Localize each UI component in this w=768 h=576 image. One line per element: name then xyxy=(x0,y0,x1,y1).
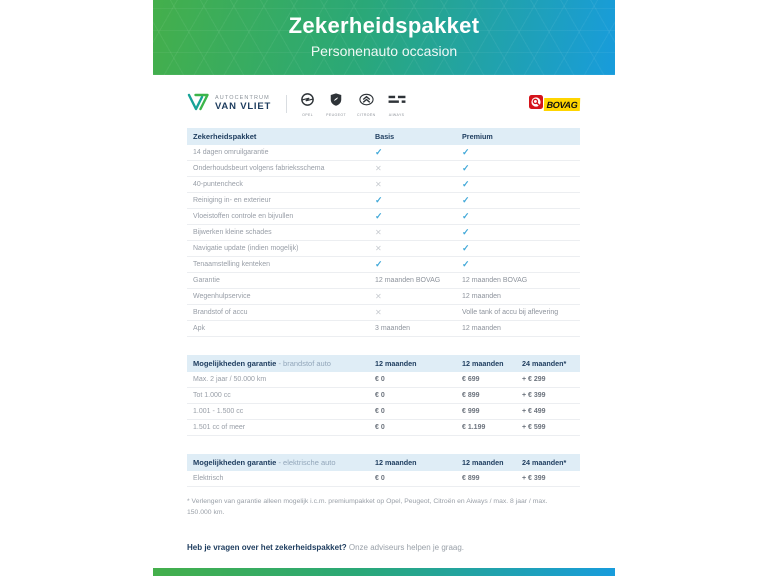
price-value: € 899 xyxy=(462,475,480,482)
price-value: € 0 xyxy=(375,392,385,399)
table-row xyxy=(187,257,580,273)
citroen-label: CITROËN xyxy=(357,112,376,117)
hero-banner xyxy=(153,0,615,75)
price-value: + € 299 xyxy=(522,376,546,383)
basis-value: ✕ xyxy=(375,244,382,253)
row-label: 14 dagen omruilgarantie xyxy=(193,149,269,156)
basis-value: 12 maanden BOVAG xyxy=(375,277,441,284)
table-row xyxy=(187,177,580,193)
premium-value: ✓ xyxy=(462,163,470,173)
premium-value: ✓ xyxy=(462,147,470,157)
fuel-warranty-table xyxy=(187,355,580,436)
fuel-header-col2: 12 maanden xyxy=(462,359,504,368)
row-label: Apk xyxy=(193,325,206,332)
price-value: + € 599 xyxy=(522,424,546,431)
dealer-name-bottom: VAN VLIET xyxy=(215,100,272,112)
logo-divider xyxy=(286,95,287,113)
fuel-header-title-bold: Mogelijkheden garantie xyxy=(193,359,277,368)
table-row xyxy=(187,372,580,388)
price-value: € 1.199 xyxy=(462,424,486,431)
table-row xyxy=(187,388,580,404)
basis-value: ✕ xyxy=(375,228,382,237)
table-row xyxy=(187,289,580,305)
basis-value: ✕ xyxy=(375,164,382,173)
dealer-name-top: AUTOCENTRUM xyxy=(215,95,270,102)
content-column xyxy=(187,88,580,552)
row-label: Navigatie update (indien mogelijk) xyxy=(193,245,299,252)
aiways-bars-icon xyxy=(387,92,407,112)
page-subtitle: Personenauto occasion xyxy=(310,43,458,59)
row-label: 1.001 - 1.500 cc xyxy=(193,408,244,415)
basis-value: ✓ xyxy=(375,147,383,157)
opel-logo xyxy=(300,92,315,117)
price-value: + € 399 xyxy=(522,392,546,399)
package-header-title: Zekerheidspakket xyxy=(193,132,257,141)
price-value: € 0 xyxy=(375,475,385,482)
row-label: Bijwerken kleine schades xyxy=(193,229,272,236)
dealer-name xyxy=(215,95,271,112)
table-row xyxy=(187,305,580,321)
premium-value: ✓ xyxy=(462,195,470,205)
premium-value: Volle tank of accu bij aflevering xyxy=(462,309,559,316)
table-row xyxy=(187,193,580,209)
row-label: Max. 2 jaar / 50.000 km xyxy=(193,376,267,383)
electric-header-col3: 24 maanden* xyxy=(522,458,567,467)
fuel-header-suffix: - brandstof auto xyxy=(276,359,331,368)
table-row xyxy=(187,161,580,177)
price-value: € 0 xyxy=(375,424,385,431)
dealer-logo xyxy=(187,92,271,117)
row-label: Elektrisch xyxy=(193,475,224,482)
bovag-emblem-icon xyxy=(529,95,543,114)
package-header-basis: Basis xyxy=(375,132,395,141)
closing-answer: Onze adviseurs helpen je graag. xyxy=(346,542,465,552)
electric-table-header xyxy=(187,454,580,471)
row-label: Tot 1.000 cc xyxy=(193,392,231,399)
basis-value: ✓ xyxy=(375,259,383,269)
row-label: Vloeistoffen controle en bijvullen xyxy=(193,213,294,220)
bovag-logo xyxy=(529,95,580,114)
page-title: Zekerheidspakket xyxy=(288,13,480,38)
row-label: Garantie xyxy=(193,277,220,284)
price-value: € 699 xyxy=(462,376,480,383)
closing-line xyxy=(187,543,580,552)
row-label: Onderhoudsbeurt volgens fabrieksschema xyxy=(193,165,325,172)
basis-value: ✕ xyxy=(375,292,382,301)
peugeot-label: PEUGEOT xyxy=(326,112,347,117)
row-label: Tenaamstelling kenteken xyxy=(193,261,271,268)
premium-value: ✓ xyxy=(462,243,470,253)
row-label: Brandstof of accu xyxy=(193,309,248,316)
citroen-chevrons-icon xyxy=(359,92,374,112)
fuel-header-title xyxy=(187,355,375,372)
table-row xyxy=(187,273,580,289)
dealer-v-mark-icon xyxy=(187,92,210,117)
logo-row xyxy=(187,88,580,120)
price-value: + € 499 xyxy=(522,408,546,415)
peugeot-logo xyxy=(326,92,346,117)
premium-value: ✓ xyxy=(462,227,470,237)
fuel-header-col3: 24 maanden* xyxy=(522,359,567,368)
table-row xyxy=(187,420,580,436)
aiways-logo xyxy=(387,92,407,117)
row-label: Reiniging in- en exterieur xyxy=(193,197,271,204)
footnote: * Verlengen van garantie alleen mogelijk i.c.m. premiumpakket op Opel, Peugeot, Citroën en Aiways / max. 8 jaar / max. 150.000 km. xyxy=(187,498,548,516)
electric-header-col1: 12 maanden xyxy=(375,458,417,467)
aiways-label: AIWAYS xyxy=(388,112,405,117)
electric-header-title xyxy=(187,454,375,471)
premium-value: 12 maanden xyxy=(462,325,501,332)
table-row xyxy=(187,209,580,225)
basis-value: ✓ xyxy=(375,211,383,221)
table-row xyxy=(187,471,580,487)
table-row xyxy=(187,404,580,420)
package-table-header xyxy=(187,128,580,145)
opel-label: OPEL xyxy=(302,112,314,117)
table-row xyxy=(187,225,580,241)
price-value: € 0 xyxy=(375,408,385,415)
row-label: Wegenhulpservice xyxy=(193,293,251,300)
row-label: 1.501 cc of meer xyxy=(193,424,246,431)
brand-logos xyxy=(300,92,406,117)
basis-value: 3 maanden xyxy=(375,325,411,332)
basis-value: ✕ xyxy=(375,308,382,317)
price-value: € 0 xyxy=(375,376,385,383)
peugeot-shield-icon xyxy=(329,92,343,112)
package-header-premium: Premium xyxy=(462,132,493,141)
table-row xyxy=(187,241,580,257)
basis-value: ✕ xyxy=(375,180,382,189)
closing-question: Heb je vragen over het zekerheidspakket? xyxy=(187,542,347,552)
bovag-label: BOVAG xyxy=(544,98,580,111)
premium-value: 12 maanden xyxy=(462,293,501,300)
citroen-logo xyxy=(357,92,376,117)
electric-header-title-bold: Mogelijkheden garantie xyxy=(193,458,277,467)
row-label: 40-puntencheck xyxy=(193,181,243,188)
price-value: € 899 xyxy=(462,392,480,399)
electric-warranty-table xyxy=(187,454,580,487)
basis-value: ✓ xyxy=(375,195,383,205)
electric-header-col2: 12 maanden xyxy=(462,458,504,467)
table-row xyxy=(187,145,580,161)
premium-value: ✓ xyxy=(462,179,470,189)
package-table xyxy=(187,128,580,337)
premium-value: ✓ xyxy=(462,211,470,221)
premium-value: ✓ xyxy=(462,259,470,269)
fuel-header-col1: 12 maanden xyxy=(375,359,417,368)
price-value: + € 399 xyxy=(522,475,546,482)
premium-value: 12 maanden BOVAG xyxy=(462,277,528,284)
footer-gradient-bar xyxy=(153,568,615,576)
electric-header-suffix: - elektrische auto xyxy=(276,458,336,467)
fuel-table-header xyxy=(187,355,580,372)
opel-blitz-icon xyxy=(300,92,315,112)
table-row xyxy=(187,321,580,337)
price-value: € 999 xyxy=(462,408,480,415)
